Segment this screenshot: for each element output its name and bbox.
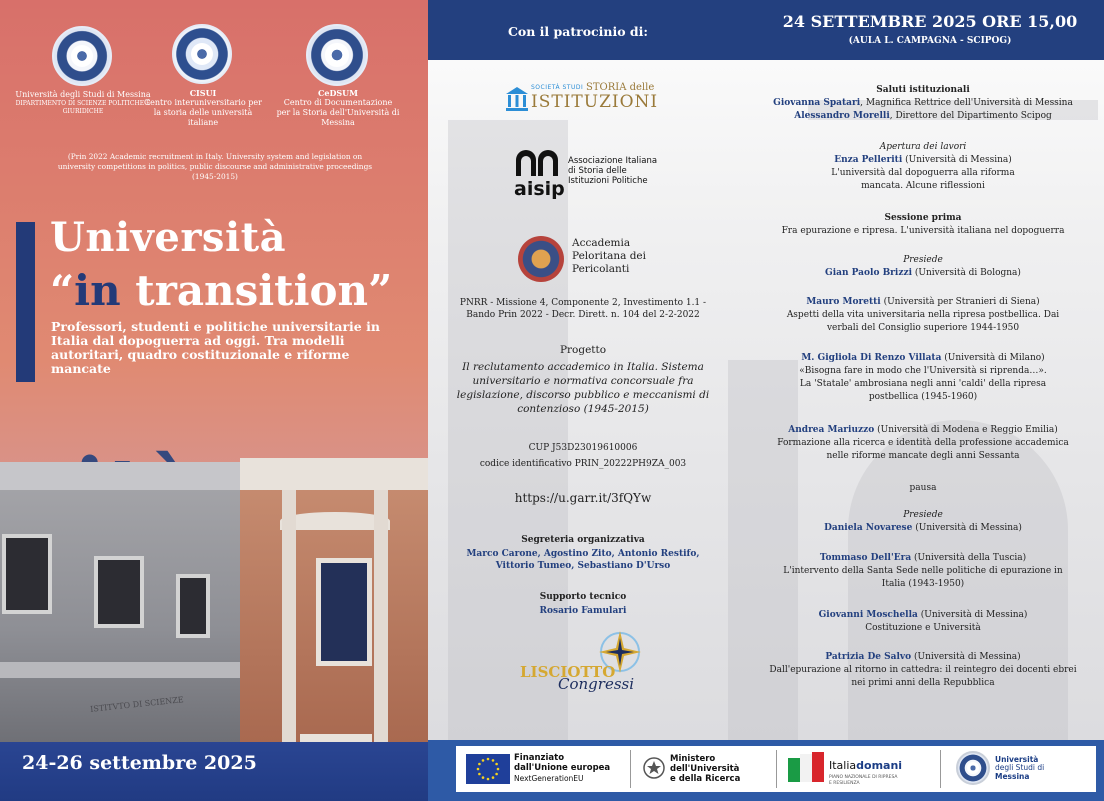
saluti-line-1 xyxy=(760,97,1086,110)
speaker-name: Mauro Moretti xyxy=(806,297,881,307)
accademia-name: Accademia Peloritana dei Pericolanti xyxy=(572,237,646,275)
event-room: (AULA L. CAMPAGNA - SCIPOG) xyxy=(848,36,1012,46)
unime-seal-icon xyxy=(52,26,112,86)
supporto-name: Rosario Famulari xyxy=(539,606,627,616)
talk-title: «Bisogna fare in modo che l'Università si riprenda…». La 'Statale' ambrosiana negli anni 'caldi' della ripresa postbellica (1945-1960) xyxy=(799,366,1047,402)
logo-sub-unime: DIPARTIMENTO DI SCIENZE POLITICHE E GIURIDICHE xyxy=(15,100,151,115)
saluti-label: Saluti istituzionali xyxy=(876,85,970,95)
cisui-tree-seal-icon xyxy=(172,24,232,84)
program-presiede-2 xyxy=(760,509,1086,535)
mur-line-1: Ministero xyxy=(670,754,716,764)
registration-link[interactable]: https://u.garr.it/3fQYw xyxy=(514,491,652,505)
building-inscription: ISTITVTO DI SCIENZE xyxy=(89,695,185,714)
aisip-description: Associazione Italiana di Storia delle Istituzioni Politiche xyxy=(568,156,658,186)
unime-line-3: Messina xyxy=(995,772,1030,781)
segreteria-label: Segreteria organizzativa xyxy=(521,535,645,545)
speaker-name: Giovanna Spatari xyxy=(773,98,861,108)
logo-sub-cisui: Centro interuniversitario per la storia delle università italiane xyxy=(144,98,262,127)
storia-istituzioni-temple-icon xyxy=(505,86,529,112)
sessione-label: Sessione prima xyxy=(884,213,962,223)
event-date-time: 24 SETTEMBRE 2025 ORE 15,00 xyxy=(782,12,1078,31)
left-cover-panel xyxy=(0,0,428,801)
speaker-role: , Direttore del Dipartimento Scipog xyxy=(889,111,1052,121)
talk-dell-era xyxy=(760,552,1086,591)
logo-sub-cedsum: Centro di Documentazione per la Storia dell'Università di Messina xyxy=(276,98,400,127)
program-saluti xyxy=(760,84,1086,123)
footer-divider xyxy=(630,750,631,788)
speaker-name: Alessandro Morelli xyxy=(794,111,890,121)
mur-line-3: e della Ricerca xyxy=(670,774,741,784)
patrocinio-heading: Con il patrocinio di: xyxy=(507,24,649,39)
talk-title: L'intervento della Santa Sede nelle politiche di epurazione in Italia (1943-1950) xyxy=(783,566,1063,589)
subtitle: Professori, studenti e politiche universitarie in Italia dal dopoguerra ad oggi. Tra modelli autoritari, quadro costituzionale e riforme mancate xyxy=(51,319,380,376)
logo-caption-unime xyxy=(14,90,152,116)
speaker-affiliation: (Università di Messina) xyxy=(902,155,1012,165)
title-line-1: Università xyxy=(50,214,287,261)
speaker-name: Andrea Mariuzzo xyxy=(788,425,875,435)
storia-name: ISTITUZIONI xyxy=(531,92,659,112)
italia-word: Italia xyxy=(829,759,857,772)
footer-divider xyxy=(776,750,777,788)
speaker-affiliation: (Università di Bologna) xyxy=(911,268,1021,278)
storia-small-label: SOCIETÀ STUDI xyxy=(531,84,584,91)
speaker-affiliation: (Università per Stranieri di Siena) xyxy=(880,297,1040,307)
logo-name-unime: Università degli Studi di Messina xyxy=(15,90,151,99)
progetto-label: Progetto xyxy=(559,344,607,356)
speaker-affiliation: (Università della Tuscia) xyxy=(911,553,1027,563)
pnrr-text: PNRR - Missione 4, Componente 2, Investimento 1.1 - Bando Prin 2022 - Decr. Dirett. n. 104 del 2-2-2022 xyxy=(459,298,707,320)
italia-domani-pnrr: PIANO NAZIONALE DI RIPRESA E RESILIENZA xyxy=(829,775,898,786)
title-accent-word: in xyxy=(74,266,121,315)
rear-building-facade xyxy=(0,462,250,742)
prin-english-note: (Prin 2022 Academic recruitment in Italy. University system and legislation on university competitions in politics, public discourse and administrative proceedings (1945-2015) xyxy=(57,152,373,181)
segreteria-names: Marco Carone, Agostino Zito, Antonio Restifo, Vittorio Tumeo, Sebastiano D'Urso xyxy=(466,549,700,571)
talk-moschella xyxy=(760,609,1086,635)
domani-word: domani xyxy=(856,759,903,772)
aisip-arches-icon xyxy=(514,146,562,176)
accademia-seal-icon xyxy=(518,236,564,282)
talk-title: Formazione alla ricerca e identità della professione accademica nelle riforme mancate degli anni Sessanta xyxy=(777,438,1069,461)
pausa: pausa xyxy=(909,483,937,493)
logo-name-cedsum: CeDSUM xyxy=(317,88,358,98)
eu-nextgen: NextGenerationEU xyxy=(514,774,584,783)
program-presiede-1 xyxy=(760,254,1086,280)
speaker-name: Gian Paolo Brizzi xyxy=(825,268,912,278)
unime-line-1: Università xyxy=(995,755,1039,764)
footer-divider xyxy=(940,750,941,788)
unime-line-2: degli Studi di xyxy=(995,763,1045,772)
title-accent-bar xyxy=(16,222,35,382)
front-building-window xyxy=(316,558,372,666)
eu-finanziato: Finanziato xyxy=(514,753,565,763)
lisciotto-wordmark: LISCIOTTO xyxy=(520,663,616,681)
apertura-label: Apertura dei lavori xyxy=(879,142,967,152)
speaker-affiliation: (Università di Modena e Reggio Emilia) xyxy=(874,425,1058,435)
sessione-title: Fra epurazione e ripresa. L'università italiana nel dopoguerra xyxy=(781,226,1065,236)
event-dates: 24-26 settembre 2025 xyxy=(22,752,257,774)
lisciotto-congressi: Congressi xyxy=(558,675,635,693)
unime-footer-seal-icon xyxy=(956,751,990,785)
italia-domani-wordmark xyxy=(829,760,902,772)
speaker-name: M. Gigliola Di Renzo Villata xyxy=(801,353,942,363)
eu-flag-icon xyxy=(466,754,510,784)
italia-domani-flag-icon xyxy=(788,752,824,784)
talk-de-salvo xyxy=(760,651,1086,690)
italian-republic-emblem-icon xyxy=(642,755,666,783)
speaker-affiliation: (Università di Messina) xyxy=(911,652,1021,662)
speaker-affiliation: (Università di Messina) xyxy=(917,610,1028,620)
speaker-name: Tommaso Dell'Era xyxy=(819,553,912,563)
talk-title: Aspetti della vita universitaria nella ripresa postbellica. Dai verbali del Consiglio superiore 1944-1950 xyxy=(786,310,1060,333)
speaker-role: , Magnifica Rettrice dell'Università di Messina xyxy=(860,98,1073,108)
program-apertura xyxy=(760,141,1086,193)
speaker-name: Patrizia De Salvo xyxy=(825,652,912,662)
logo-caption-cedsum xyxy=(276,88,400,128)
title-line-2 xyxy=(50,266,392,315)
speaker-name: Giovanni Moschella xyxy=(818,610,918,620)
prin-identifier: codice identificativo PRIN_20222PH9ZA_003 xyxy=(479,459,687,469)
title-quote-open: “ xyxy=(50,266,75,315)
title-rest: transition” xyxy=(120,266,393,315)
talk-moretti xyxy=(760,296,1086,335)
cedsum-seal-icon xyxy=(306,24,368,86)
aisip-name: aisip xyxy=(514,178,565,200)
talk-title: L'università dal dopoguerra alla riforma mancata. Alcune riflessioni xyxy=(831,168,1015,191)
eu-unione: dall'Unione europea xyxy=(514,763,611,773)
program-sessione xyxy=(760,212,1086,238)
logo-caption-cisui xyxy=(142,88,264,128)
progetto-title: Il reclutamento accademico in Italia. Sistema universitario e normativa concorsuale fra legislazione, discorso pubblico e meccanismi di contenzioso (1945-2015) xyxy=(456,361,710,415)
speaker-name: Daniela Novarese xyxy=(824,523,913,533)
talk-title: Costituzione e Università xyxy=(865,623,981,633)
cup-code: CUP J53D23019610006 xyxy=(528,443,638,453)
speaker-affiliation: (Università di Messina) xyxy=(912,523,1022,533)
presiede-label: Presiede xyxy=(903,510,943,520)
storia-top-label: STORIA delle xyxy=(586,82,655,93)
logo-name-cisui: CISUI xyxy=(189,88,217,98)
supporto-label: Supporto tecnico xyxy=(539,592,627,602)
speaker-name: Enza Pelleriti xyxy=(834,155,903,165)
mur-line-2: dell'Università xyxy=(670,764,740,774)
talk-title: Dall'epurazione al ritorno in cattedra: il reintegro dei docenti ebrei nei primi anni della Repubblica xyxy=(769,665,1077,688)
talk-mariuzzo xyxy=(760,424,1086,463)
talk-di-renzo-villata xyxy=(760,352,1086,404)
presiede-label: Presiede xyxy=(903,255,943,265)
speaker-affiliation: (Università di Milano) xyxy=(941,353,1045,363)
saluti-line-2 xyxy=(760,110,1086,123)
